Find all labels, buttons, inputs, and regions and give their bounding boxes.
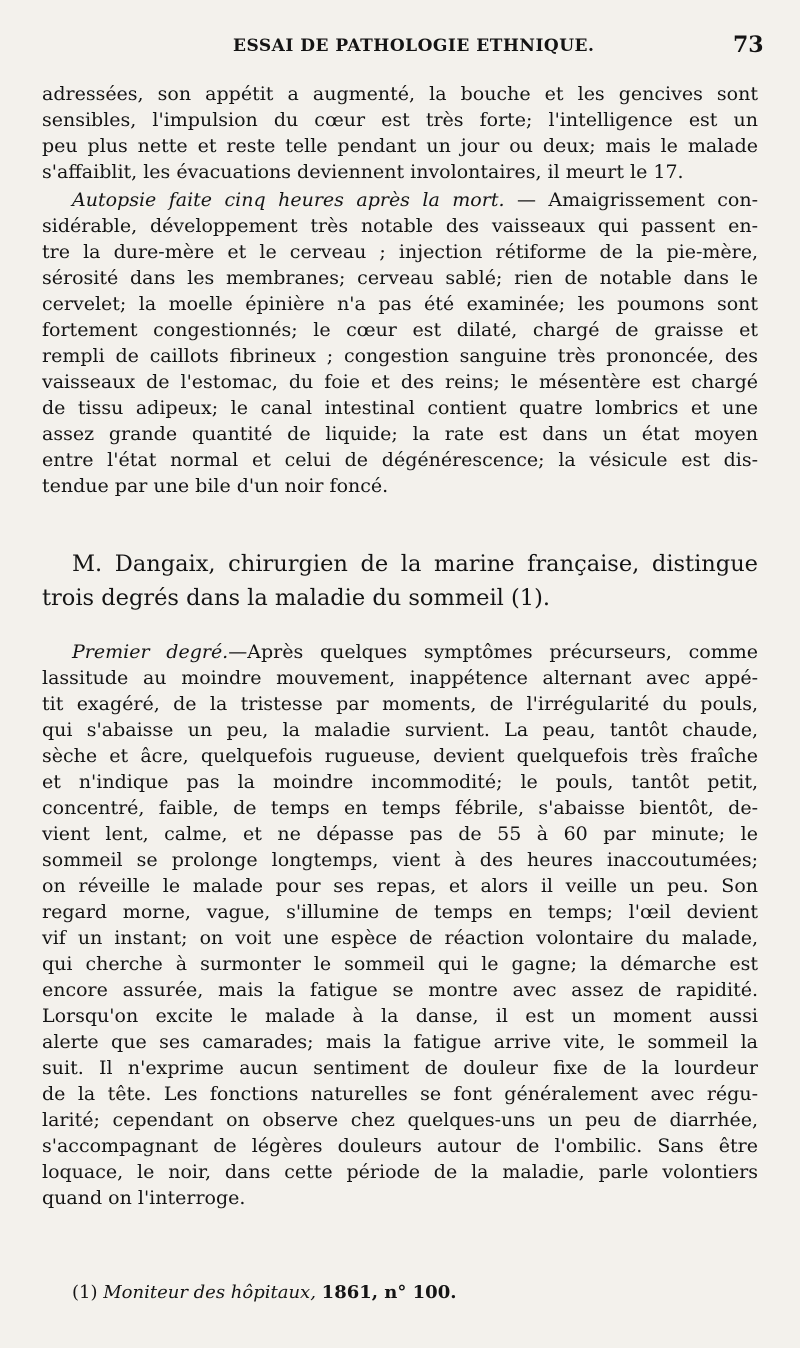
autopsie-lead-text: — Amaigrissement con-: [516, 189, 758, 211]
running-title: ESSAI DE PATHOLOGIE ETHNIQUE.: [233, 36, 595, 56]
text-line: sérosité dans les membranes; cerveau sablé; rien de notable dans le: [42, 267, 758, 289]
text-line: rempli de caillots fibrineux ; congestion sanguine très prononcée, des: [42, 345, 758, 367]
footnote-reference: 1861, n° 100.: [321, 1282, 457, 1303]
premier-degre-lead-text: —Après quelques symptômes précurseurs, comme: [228, 641, 758, 663]
text-line: concentré, faible, de temps en temps fébrile, s'abaisse bientôt, de-: [42, 797, 758, 819]
text-line: vaisseaux de l'estomac, du foie et des reins; le mésentère est chargé: [42, 371, 758, 393]
text-line: sommeil se prolonge longtemps, vient à des heures inaccoutumées;: [42, 849, 758, 871]
text-line: vient lent, calme, et ne dépasse pas de 55 à 60 par minute; le: [42, 823, 758, 845]
text-line-lead: [72, 188, 758, 213]
text-line: trois degrés dans la maladie du sommeil (1).: [42, 585, 551, 611]
footnote-marker: (1): [72, 1282, 98, 1303]
text-line: qui s'abaisse un peu, la maladie survient. La peau, tantôt chaude,: [42, 719, 758, 741]
premier-degre-heading: Premier degré.: [72, 641, 229, 663]
text-line: tre la dure-mère et le cerveau ; injection rétiforme de la pie-mère,: [42, 241, 758, 263]
text-line: qui cherche à surmonter le sommeil qui le gagne; la démarche est: [42, 953, 758, 975]
text-line: tendue par une bile d'un noir foncé.: [42, 475, 389, 497]
text-line: sensibles, l'impulsion du cœur est très forte; l'intelligence est un: [42, 109, 758, 131]
text-line: entre l'état normal et celui de dégénérescence; la vésicule est dis-: [42, 449, 758, 471]
text-line: sidérable, développement très notable des vaisseaux qui passent en-: [42, 215, 758, 237]
footnote-source-title: Moniteur des hôpitaux,: [103, 1282, 316, 1303]
text-line: fortement congestionnés; le cœur est dilaté, chargé de graisse et: [42, 319, 758, 341]
text-line: lassitude au moindre mouvement, inappétence alternant avec appé-: [42, 667, 758, 689]
text-line: adressées, son appétit a augmenté, la bouche et les gencives sont: [42, 83, 758, 105]
text-line: s'accompagnant de légères douleurs autour de l'ombilic. Sans être: [42, 1135, 758, 1157]
autopsie-heading: Autopsie faite cinq heures après la mort.: [72, 189, 505, 211]
text-line: alerte que ses camarades; mais la fatigue arrive vite, le sommeil la: [42, 1031, 758, 1053]
text-line: regard morne, vague, s'illumine de temps en temps; l'œil devient: [42, 901, 758, 923]
page-number: 73: [733, 32, 764, 58]
text-line: et n'indique pas la moindre incommodité; le pouls, tantôt petit,: [42, 771, 758, 793]
text-line: on réveille le malade pour ses repas, et alors il veille un peu. Son: [42, 875, 758, 897]
text-line: suit. Il n'exprime aucun sentiment de douleur fixe de la lourdeur: [42, 1057, 758, 1079]
footnote: [72, 1281, 572, 1305]
text-line: de la tête. Les fonctions naturelles se font généralement avec régu-: [42, 1083, 758, 1105]
text-line: larité; cependant on observe chez quelques-uns un peu de diarrhée,: [42, 1109, 758, 1131]
text-line: s'affaiblit, les évacuations deviennent involontaires, il meurt le 17.: [42, 161, 684, 183]
text-line: quand on l'interroge.: [42, 1187, 246, 1209]
text-line: sèche et âcre, quelquefois rugueuse, devient quelquefois très fraîche: [42, 745, 758, 767]
text-line: tit exagéré, de la tristesse par moments, de l'irrégularité du pouls,: [42, 693, 758, 715]
text-line: vif un instant; on voit une espèce de réaction volontaire du malade,: [42, 927, 758, 949]
text-line: cervelet; la moelle épinière n'a pas été examinée; les poumons sont: [42, 293, 758, 315]
text-line: peu plus nette et reste telle pendant un jour ou deux; mais le malade: [42, 135, 758, 157]
text-line: assez grande quantité de liquide; la rate est dans un état moyen: [42, 423, 758, 445]
page-header: [0, 34, 800, 64]
text-line: de tissu adipeux; le canal intestinal contient quatre lombrics et une: [42, 397, 758, 419]
text-line-lead: [72, 640, 758, 665]
text-line: loquace, le noir, dans cette période de la maladie, parle volontiers: [42, 1161, 758, 1183]
text-line: encore assurée, mais la fatigue se montre avec assez de rapidité.: [42, 979, 758, 1001]
text-line: Lorsqu'on excite le malade à la danse, il est un moment aussi: [42, 1005, 758, 1027]
text-line: M. Dangaix, chirurgien de la marine française, distingue: [72, 551, 758, 577]
